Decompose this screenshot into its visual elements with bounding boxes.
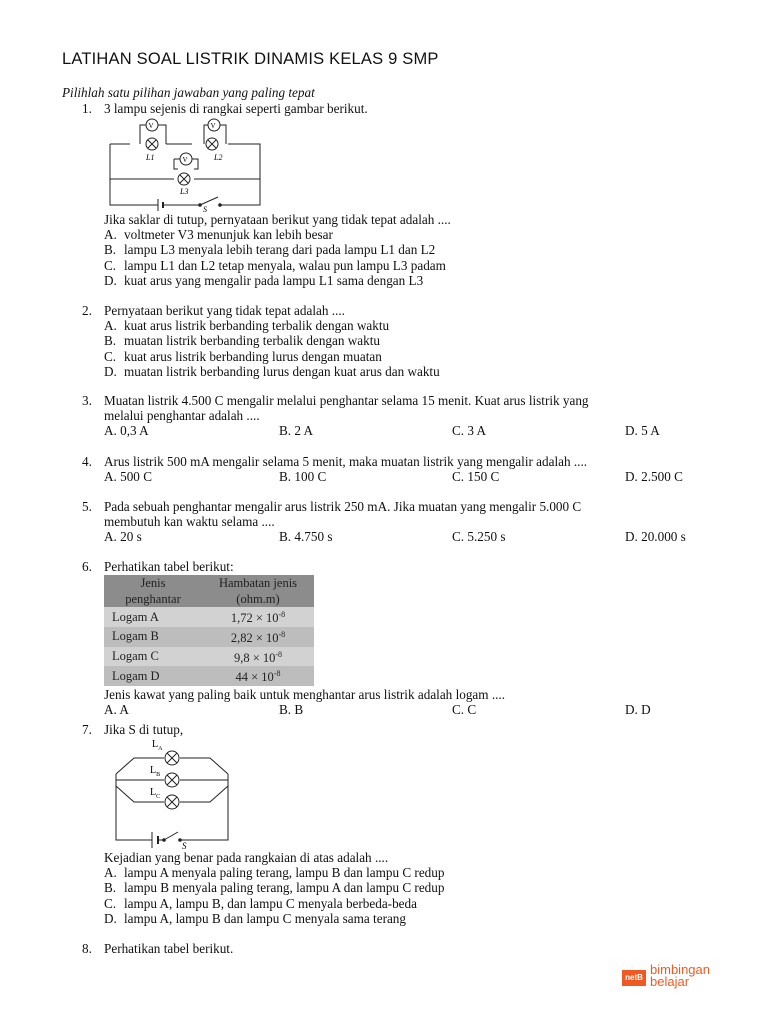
question-4 <box>82 454 722 484</box>
table-header-material: Jenis penghantar <box>104 575 202 607</box>
lamp-lc-icon <box>165 795 179 809</box>
question-text: Arus listrik 500 mA mengalir selama 5 menit, maka muatan listrik yang mengalir adalah .... <box>104 454 588 469</box>
label-lc: $L_C$ <box>150 787 161 800</box>
question-1-stem-block <box>82 212 722 288</box>
option-b[interactable]: B. 4.750 s <box>279 529 333 545</box>
option-d[interactable]: D. kuat arus yang mengalir pada lampu L1 sama dengan L3 <box>104 272 424 288</box>
question-number: 1. <box>82 101 92 116</box>
option-d[interactable]: D. lampu A, lampu B dan lampu C menyala sama terang <box>104 910 406 926</box>
label-la: $L_A$ <box>152 739 163 752</box>
question-text-line-2: membutuh kan waktu selama .... <box>104 514 275 530</box>
lamp-lb-icon <box>165 773 179 787</box>
circuit-figure-2 <box>104 738 240 850</box>
question-text: Pernyataan berikut yang tidak tepat adalah .... <box>104 303 345 318</box>
option-a[interactable]: A. voltmeter V3 menunjuk kan lebih besar <box>104 227 333 243</box>
question-1 <box>82 101 722 116</box>
option-c[interactable]: C. C <box>452 702 477 718</box>
option-a[interactable]: A. A <box>104 702 129 718</box>
option-a[interactable]: A. kuat arus listrik berbanding terbalik dengan waktu <box>104 318 390 334</box>
option-a[interactable]: A. 0,3 A <box>104 423 149 439</box>
option-a[interactable]: A. 20 s <box>104 529 142 545</box>
table-row: Logam C $9,8 \times 10^{-8}$ <box>104 647 314 667</box>
question-number: 2. <box>82 303 92 318</box>
option-d[interactable]: D. D <box>625 702 651 718</box>
option-a[interactable]: A. lampu A menyala paling terang, lampu B dan lampu C redup <box>104 865 445 881</box>
voltmeter-v1-icon <box>146 119 158 131</box>
label-lb: $L_B$ <box>150 765 161 778</box>
option-c[interactable]: C. 150 C <box>452 469 500 485</box>
question-number: 6. <box>82 559 92 574</box>
question-text: Jika S di tutup, <box>104 722 184 737</box>
option-b[interactable]: B. muatan listrik berbanding terbalik dengan waktu <box>104 333 380 349</box>
svg-text:V: V <box>210 122 216 130</box>
table-header-resistivity: Hambatan jenis (ohm.m) <box>202 575 314 607</box>
question-text-line-2: melalui penghantar adalah .... <box>104 408 260 424</box>
option-c[interactable]: C. 5.250 s <box>452 529 506 545</box>
logo-text-line-1: bimbingan <box>650 962 710 977</box>
circuit-figure-1 <box>100 117 270 212</box>
option-c[interactable]: C. lampu A, lampu B, dan lampu C menyala berbeda-beda <box>104 895 417 911</box>
question-text-line-1: Pada sebuah penghantar mengalir arus listrik 250 mA. Jika muatan yang mengalir 5.000 C <box>104 499 582 514</box>
question-6 <box>82 559 722 717</box>
label-l1: L1 <box>146 153 155 162</box>
lamp-l3-icon <box>178 173 190 185</box>
voltmeter-v2-icon <box>208 119 220 131</box>
question-text-line-1: Muatan listrik 4.500 C mengalir melalui penghantar selama 15 menit. Kuat arus listrik yang <box>104 393 589 408</box>
label-l2: L2 <box>214 153 223 162</box>
option-c[interactable]: C. kuat arus listrik berbanding lurus dengan muatan <box>104 348 382 364</box>
logo-text-line-2: belajar <box>650 974 690 989</box>
option-b[interactable]: B. B <box>279 702 304 718</box>
option-d[interactable]: D. 20.000 s <box>625 529 686 545</box>
label-s: S <box>182 841 187 850</box>
battery-icon <box>158 199 170 211</box>
question-stem: Jika saklar di tutup, pernyataan berikut yang tidak tepat adalah .... <box>104 212 451 227</box>
question-number: 4. <box>82 454 92 469</box>
option-d[interactable]: D. 2.500 C <box>625 469 683 485</box>
table-row: Logam B $2,82 \times 10^{-8}$ <box>104 627 314 647</box>
resistivity-table <box>104 575 314 686</box>
question-7-stem-block <box>82 850 722 926</box>
option-c[interactable]: C. lampu L1 dan L2 tetap menyala, walau pun lampu L3 padam <box>104 257 446 273</box>
svg-text:V: V <box>182 156 188 164</box>
question-number: 8. <box>82 941 92 956</box>
question-text: Perhatikan tabel berikut: <box>104 559 234 574</box>
lamp-l2-icon <box>206 138 218 150</box>
voltmeter-v3-icon <box>180 153 192 165</box>
question-number: 5. <box>82 499 92 514</box>
table-row: Logam D $44 \times 10^{-8}$ <box>104 666 314 686</box>
lamp-l1-icon <box>146 138 158 150</box>
label-s: S <box>203 205 207 212</box>
question-5 <box>82 499 722 545</box>
label-l3: L3 <box>180 187 189 196</box>
option-b[interactable]: B. lampu B menyala paling terang, lampu A dan lampu C redup <box>104 880 445 896</box>
question-number: 7. <box>82 722 92 737</box>
question-3 <box>82 393 722 439</box>
question-number: 3. <box>82 393 92 408</box>
option-c[interactable]: C. 3 A <box>452 423 487 439</box>
instruction: Pilihlah satu pilihan jawaban yang paling tepat <box>62 85 315 100</box>
svg-text:V: V <box>148 122 154 130</box>
question-7 <box>82 722 722 737</box>
question-stem: Kejadian yang benar pada rangkaian di atas adalah .... <box>104 850 389 865</box>
lamp-la-icon <box>165 751 179 765</box>
option-d[interactable]: D. muatan listrik berbanding lurus dengan kuat arus dan waktu <box>104 363 440 379</box>
option-d[interactable]: D. 5 A <box>625 423 660 439</box>
question-2 <box>82 303 722 379</box>
table-row: Logam A $1,72 \times 10^{-8}$ <box>104 607 314 627</box>
option-a[interactable]: A. 500 C <box>104 469 152 485</box>
question-text: 3 lampu sejenis di rangkai seperti gambar berikut. <box>104 101 368 116</box>
battery-icon <box>152 832 164 848</box>
logo-mark: netB <box>622 970 646 986</box>
question-8 <box>82 941 722 956</box>
option-b[interactable]: B. 2 A <box>279 423 314 439</box>
page-title: LATIHAN SOAL LISTRIK DINAMIS KELAS 9 SMP <box>62 50 439 68</box>
question-text: Perhatikan tabel berikut. <box>104 941 234 956</box>
brand-logo <box>620 960 720 988</box>
option-b[interactable]: B. lampu L3 menyala lebih terang dari pada lampu L1 dan L2 <box>104 242 436 258</box>
question-stem: Jenis kawat yang paling baik untuk menghantar arus listrik adalah logam .... <box>104 686 506 702</box>
option-b[interactable]: B. 100 C <box>279 469 327 485</box>
switch-icon <box>163 832 182 841</box>
